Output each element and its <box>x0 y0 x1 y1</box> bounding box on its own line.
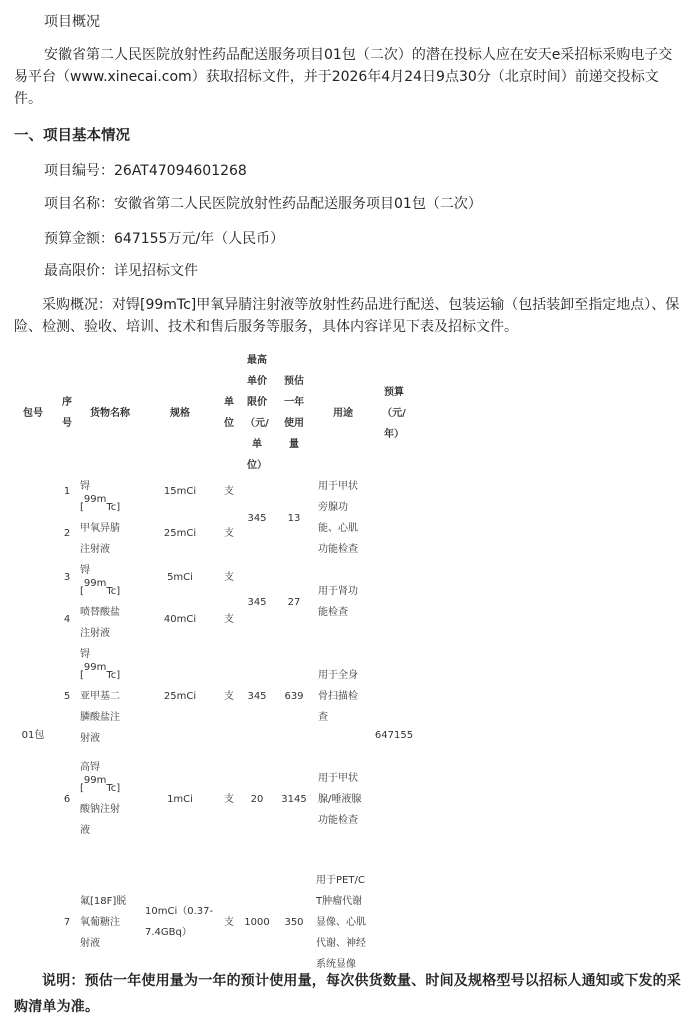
table-header-row <box>12 350 414 476</box>
unit-cell: 支 <box>224 527 234 539</box>
unit-cell: 支 <box>224 793 234 805</box>
intro-paragraph: 安徽省第二人民医院放射性药品配送服务项目01包（二次）的潜在投标人应在安天e采招标采购电子交易平台（www.xinecai.com）获取招标文件，并于2026年4月24日9点30分（北京时间）前递交投标文件。 <box>14 47 673 107</box>
seq-cell: 5 <box>63 691 71 702</box>
usage-cell: 27 <box>287 596 301 608</box>
seq-cell: 6 <box>63 793 71 805</box>
header-spec: 规格 <box>170 407 190 419</box>
table-note: 说明：预估一年使用量为一年的预计使用量，每次供货数量、时间及规格型号以招标人通知或下发的采购清单为准。 <box>14 973 681 1015</box>
header-price: 最高单价限价（元/单位） <box>245 355 269 471</box>
max-price-cell: 345 <box>247 596 267 608</box>
seq-cell: 4 <box>63 613 71 625</box>
max-price-cell: 1000 <box>244 916 270 928</box>
spec-cell: 25mCi <box>163 691 197 702</box>
max-price-cell: 345 <box>247 691 267 702</box>
spec-cell: 1mCi <box>167 793 193 805</box>
header-purpose: 用途 <box>333 407 353 419</box>
unit-cell: 支 <box>224 613 234 625</box>
max-price: 最高限价：详见招标文件 <box>44 263 198 279</box>
usage-cell: 13 <box>287 512 301 524</box>
goods-name-cell: 锝[99mTc]喷替酸盐注射液 <box>80 565 121 639</box>
goods-name-cell: 高锝[99mTc]酸钠注射液 <box>80 762 121 836</box>
purpose-cell: 用于PET/CT肿瘤代谢显像、心肌代谢、神经系统显像 <box>316 874 366 970</box>
table-row <box>12 560 414 595</box>
usage-cell: 639 <box>284 691 304 702</box>
table-row <box>12 749 414 849</box>
unit-cell: 支 <box>224 916 234 928</box>
header-package: 包号 <box>23 407 43 419</box>
usage-cell: 350 <box>284 916 304 928</box>
spec-cell: 15mCi <box>163 485 197 497</box>
package-number: 01包 <box>21 730 45 741</box>
procurement-overview: 采购概况：对锝[99mTc]甲氧异腈注射液等放射性药品进行配送、包装运输（包括装卸至指定地点）、保险、检测、验收、培训、技术和售后服务等服务，具体内容详见下表及招标文件。 <box>14 297 680 335</box>
table-row <box>12 644 414 749</box>
header-usage: 预估一年使用量 <box>284 376 304 450</box>
header-seq: 序号 <box>62 397 72 429</box>
usage-cell: 3145 <box>281 793 307 805</box>
spec-cell: 40mCi <box>163 613 197 625</box>
goods-name-cell: 锝[99mTc]甲氧异腈注射液 <box>80 481 121 555</box>
overview-heading: 项目概况 <box>44 14 100 30</box>
goods-name-cell: 锝[99mTc]亚甲基二膦酸盐注射液 <box>80 649 121 744</box>
seq-cell: 2 <box>63 527 71 539</box>
purpose-cell: 用于全身骨扫描检查 <box>318 670 358 723</box>
package-budget: 647155 <box>374 730 414 741</box>
spec-cell: 5mCi <box>167 571 193 583</box>
header-budget: 预算（元/年） <box>382 386 406 440</box>
unit-cell: 支 <box>224 691 234 702</box>
seq-cell: 3 <box>63 571 71 583</box>
max-price-cell: 20 <box>250 793 264 805</box>
unit-cell: 支 <box>224 485 234 497</box>
header-unit: 单位 <box>224 397 234 429</box>
unit-cell: 支 <box>224 571 234 583</box>
max-price-cell: 345 <box>247 512 267 524</box>
goods-table <box>12 350 414 995</box>
purpose-cell: 用于肾功能检查 <box>318 586 358 618</box>
section-title-basic-info: 一、项目基本情况 <box>14 128 130 144</box>
spec-cell: 10mCi（0.37-7.4GBq） <box>145 906 214 938</box>
seq-cell: 7 <box>63 916 71 928</box>
spec-cell: 25mCi <box>163 527 197 539</box>
header-goods: 货物名称 <box>90 407 130 419</box>
seq-cell: 1 <box>63 485 71 497</box>
purpose-cell: 用于甲状腺/唾液腺功能检查 <box>318 772 362 826</box>
purpose-cell: 用于甲状旁腺功能、心肌功能检查 <box>318 481 358 555</box>
goods-name-cell: 氟[18F]脱氧葡糖注射液 <box>80 895 127 949</box>
table-row <box>12 476 414 506</box>
project-name: 项目名称：安徽省第二人民医院放射性药品配送服务项目01包（二次） <box>44 196 482 212</box>
budget-amount: 预算金额：647155万元/年（人民币） <box>44 231 285 247</box>
project-number: 项目编号：26AT47094601268 <box>44 163 247 179</box>
